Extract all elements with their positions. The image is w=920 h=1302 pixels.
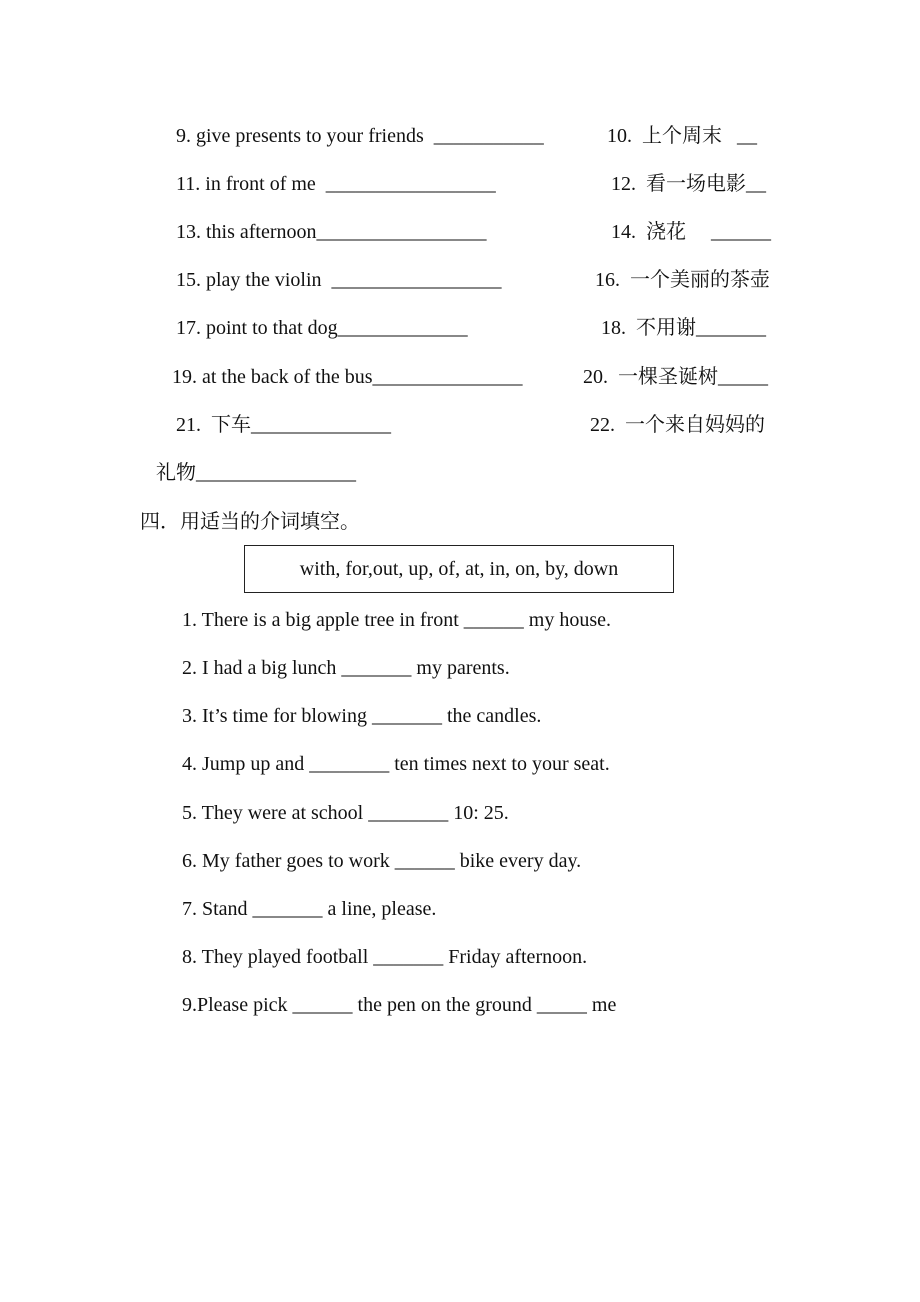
vocab-item-9: 9. give presents to your friends ___________ xyxy=(176,125,544,147)
vocab-item-10: 10. 上个周末 __ xyxy=(607,125,757,147)
word-bank-box: with, for,out, up, of, at, in, on, by, down xyxy=(244,545,674,593)
exercise-item-2: 2. I had a big lunch _______ my parents. xyxy=(182,657,510,679)
exercise-item-4: 4. Jump up and ________ ten times next to your seat. xyxy=(182,753,610,775)
vocab-item-19: 19. at the back of the bus_______________ xyxy=(172,366,523,388)
exercise-item-7: 7. Stand _______ a line, please. xyxy=(182,898,437,920)
vocab-item-12: 12. 看一场电影__ xyxy=(611,173,766,195)
vocab-item-22: 22. 一个来自妈妈的 xyxy=(590,414,765,436)
vocab-item-20: 20. 一棵圣诞树_____ xyxy=(583,366,768,388)
vocab-item-16: 16. 一个美丽的茶壶 xyxy=(595,269,770,291)
exercise-item-1: 1. There is a big apple tree in front ______ my house. xyxy=(182,609,611,631)
vocab-item-13: 13. this afternoon_________________ xyxy=(176,221,487,243)
exercise-item-5: 5. They were at school ________ 10: 25. xyxy=(182,802,509,824)
vocab-item-14: 14. 浇花 ______ xyxy=(611,221,771,243)
vocab-item-18: 18. 不用谢_______ xyxy=(601,317,766,339)
vocab-item-11: 11. in front of me _________________ xyxy=(176,173,496,195)
vocab-item-21: 21. 下车______________ xyxy=(176,414,391,436)
exercise-item-3: 3. It’s time for blowing _______ the candles. xyxy=(182,705,542,727)
vocab-item-15: 15. play the violin _________________ xyxy=(176,269,502,291)
section-heading: 四．用适当的介词填空。 xyxy=(140,511,360,533)
vocab-item-17: 17. point to that dog_____________ xyxy=(176,317,468,339)
exercise-item-8: 8. They played football _______ Friday afternoon. xyxy=(182,946,588,968)
exercise-item-9: 9.Please pick ______ the pen on the ground _____ me xyxy=(182,994,617,1016)
exercise-item-6: 6. My father goes to work ______ bike every day. xyxy=(182,850,582,872)
vocab-item-22-continuation: 礼物________________ xyxy=(156,462,356,484)
